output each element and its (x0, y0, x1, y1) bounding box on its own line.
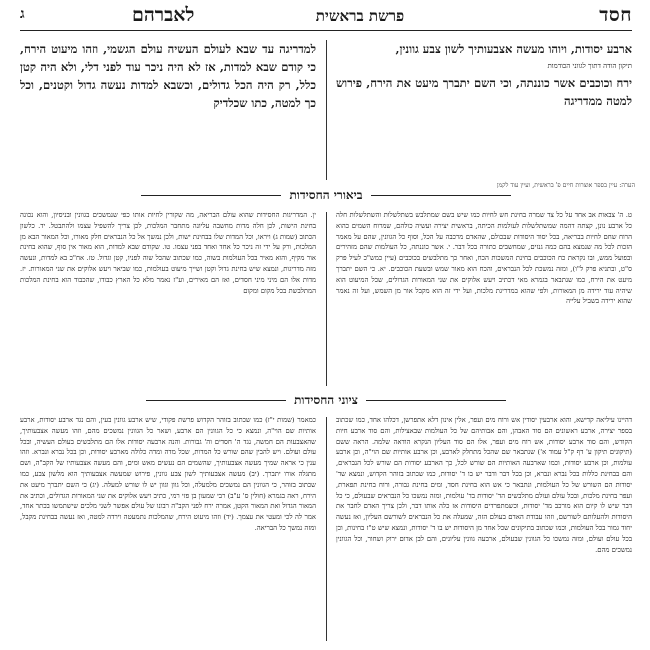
biurei-left-column: ין. המדריגות החסידות שהוא עולם הבריאה, מה שקורין לחיות אותו כפי שנמשכים בגוונין ובניסיון, והוא נכונה בחינת הישות, לכן חלה מדות מחשבה עליונה מתחבר המלכות, לכן צריך להשפיל עצמו ולהתבטל. יד. כלשון הכתוב (שמות ג) ויראו, וכל המדות שלו בבחינת ישות, ולכן נמשך אל כל הנבראים חלק מאורו, וכל המאור הבא מן המלכות, ורק על ידי זה ניכר כל אחד ואחד בפני עצמו. טו. שקודם שבא למדות, הוא מאור אין סוף, שהוא בחינת אור מקיף, והוא מאיר בכל העולמות בשוה, כמו שכתוב שהכל שוה לפניו, קטן וגדול. טז. אח"כ בא למדות, ונעשה מזה מדריגות, ונמצא שיש בחינת גדול וקטן ושייך מיעוט בעולמות, כמו שביאר ויעש אלוקים את שני המאורות. יז. מדות אלו הם מיני מיני חסדים, ואז הם מאירים, וע"ז נאמר מלא כל הארץ כבודו, שהכבוד הוא בחינת המלכות המתלבשת בכל מקום ומקום (20, 211, 316, 295)
header-rule (20, 30, 632, 31)
main-text-right-note: תיקון הודה דתוך לגווני הכודמות (547, 62, 632, 70)
biurei-right-column: ט. ה' צבאות אב אחד על כל צד שמרה בחינת חש לחיות כמו שיש בשם שמתלבש בשתלשלות והשתלשלות חלה כל ארבע נונן, קצתה דהמה שמשתלשלות לעולמות הכיתה, בראשית יצירה ועשיה כולהם, שמרוח השמים כהוא הרוח שחם לחיות בבריאה, בכל יסוד היסודות שבכולם, שהאדם מרכבה על הכל, וסוף כל הגוונין, שהם על מאמר הזכות לכל מה שנמצא בהם כמה גנזים, שמחשבים כתורה בכל דבר. י. אשר כוננתה, כל העולמות שהם מזהירים ובפועל ממש, ובו נקראת כח הכוכבים בחינת המשכות הכח, ואחר כך מתלבשים בכוכבים (עיין כמש"כ לעיל פרק ס"ט, ובתניא פרק ל"ו), ומזה נמשכת לכל הנבראים, והכח הוא מאור שמש ובשעת הכוכבים. יא. כי השם יתברך מיעט את הירח, כמו שנתבאר בגמרא מאי דכתיב ויעש אלוקים את שני המאורות הגדולים, שכל המיעוט הוא שיהיה עוד ירידה מן המאורות, ולפי שהוא במדריגת מלכות, ועל ידי זה הוא מקבל אור מן השמש, ועל זה נאמר שהוא ירידה בשביל עלייה (336, 211, 632, 306)
main-text-right: ארבע יסודות, ויוהו מעשה אצבעותיך לשון צבע גוונין, (395, 42, 632, 56)
heading-rule-left-2 (146, 400, 286, 401)
section-heading-biurei (20, 188, 632, 206)
column-divider-biurei (326, 212, 327, 386)
section-title-tziyunei: ציוני החסידות (294, 393, 358, 407)
running-header (20, 4, 632, 28)
section-title-biurei: ביאורי החסידות (289, 188, 363, 202)
tziyunei-right-column: דהיינו עיליאה קדישא, והוא ארבעין יסודין אש ורוח מים ועפר, אלין אינון דלא אתפרשן, דכלהו אחד, כמו שכתוב בספר יצירה, ארבע ראשונים הם סוד האבהן, והם אבותיהם של כל העולמות שבאצילות, והם סוד ארבע חיות הקודש, והם סוד ארבע יסודות, אש רוח מים ועפר, אלו הם סוד העליון הנקרא הודאה שלמה. הראה ששם (תיקונים תיקון ע' דף ק"ל עמוד א') שנתבאר שם שהכל מתחלק לארבע, וכן ארבע אותיות שם הוי"ה, וכן ארבע עולמות, וכן ארבע יסודות, וכמו שארבעה האותיות הם שורש לכל, כך הארבע יסודות הם שורש לכל הנבראים, והם בבחינת כללות בכל נברא ונברא, וכן בכל דבר ודבר יש בו ד' יסודות, כמו שכתוב בזוהר הקדוש, ונמצא שד' יסודות הם השורש של כל העולמות, ונתבאר כי אש הוא בחינת חסד, ומים בחינת גבורה, ורוח בחינת תפארת, ועפר בחינת מלכות, ובכל עולם ועולם מתלבשים הד' יסודות בד' עולמות, ומזה נמשכו כל הנבראים שבעולם, כי כל דבר שיש לו קיום הוא מורכב מד' יסודות, וכשמתפרדים היסודות אז כלה אותו דבר, ולכן צריך האדם לחבר את היסודות ולהעלותם לשורשם, וזהו עבודת האדם בעולם הזה, שמעלה את כל הנבראים לשורשם העליון, ואז נעשה יחוד גמור בכל העולמות, וכמו שכתוב בתיקונים שכל אחד מן היסודות יש בו ד' יסודות, ונמצא שיש ט"ז בחינות, וכן בכל עולם ועולם, ומזה נמשכו כל הגוונין שבעולם, ארבעה גוונין עליונים, והם לבן אדום ירוק ושחור, וכל הגוונין נמשכים מהם. (336, 416, 632, 554)
tziyunei-left-column: כמאמר (שמות י"ז) כמו שכתוב בזוהר הקדוש פרשת פקודי, שיש ארבע גוונין בעין, והם נגד ארבע יסודות, ארבע אותיות שם הוי"ה, ונמצא כי כל הגוונין הם ארבע, ושאר כל הגוונין נמשכים מהם, וזהו מעשה אצבעותיך, שהאצבעות הם חמשה, נגד ה' חסדים וה' גבורות. והנה ארבעה יסודות אלו הם מתלבשים בעולם העשיה, ובכל עולם ועולם. ויש להבין שהם שורש כל המדות, שכל מדה ומדה כלולה מארבע יסודות, וכן בכל נברא ונברא. וזהו ענין כי אראה שמיך מעשה אצבעותיך, שהשמים הם נעשים מאש ומים, והם מעשה אצבעותיו של הקב"ה, ושם מתגלה אורו יתברך. (יב) מעשה אצבעותיך לשון צבע גוונין, פירוש שמעשה אצבעותיך הוא מלשון צבע, כמו שכתוב בזוהר, כי הגוונין הם נמשכים מלמעלה, וכל גוון וגוון יש לו שורש למעלה. (יג) כי השם יתברך מיעט את הירח, ראה בגמרא (חולין ס' ע"ב) רבי שמעון בן פזי רמי, כתיב ויעש אלוקים את שני המאורות הגדולים, וכתיב את המאור הגדול ואת המאור הקטן, אמרה ירח לפני הקב"ה רבונו של עולם אפשר לשני מלכים שישתמשו בכתר אחד, אמר לה לכי ומעטי את עצמך. (יד) וזהו מיעוט הירח, שהמלכות נתמעטה וירדה למטה, ואז נעשה בבחינת מקבל, ומזה נמשך כל הבריאה. (20, 416, 316, 532)
heading-rule-left (141, 195, 281, 196)
heading-rule-right (371, 195, 511, 196)
header-parsha: פרשת בראשית (315, 7, 405, 25)
main-text-left: למדריגה עד שבא לעולם העשיה עולם הגשמי, וזהו מיעוט הירח, כי קודם שבא למדות, אז לא היה ניכר עוד לפני דלי, ולא היה קטן כלל, רק היה הכל גדולים, וכשבא למדות נעשה גדול וקטנים, וכל כך למטה, כתו שכלדיק (20, 42, 316, 110)
header-title-left: לאברהם (132, 4, 195, 26)
section-heading-tziyunei (20, 393, 632, 411)
page-number: ג (20, 6, 25, 22)
main-text-left-column (20, 40, 316, 180)
heading-rule-right-2 (366, 400, 506, 401)
main-text-right-continued: ירח וכוכבים אשר כוננתה, וכי השם יתברך מיעט את הירח, פירוש למטה ממדריגה (336, 76, 632, 108)
main-text-right-column (336, 40, 632, 180)
footnote-line: הערה: עיין בספר אוצרות חיים פ' בראשית, ועיין עוד לקמן (496, 182, 635, 189)
column-divider-tziyunei (326, 417, 327, 641)
column-divider-top (326, 40, 327, 180)
header-title-right: חסד (599, 4, 632, 26)
